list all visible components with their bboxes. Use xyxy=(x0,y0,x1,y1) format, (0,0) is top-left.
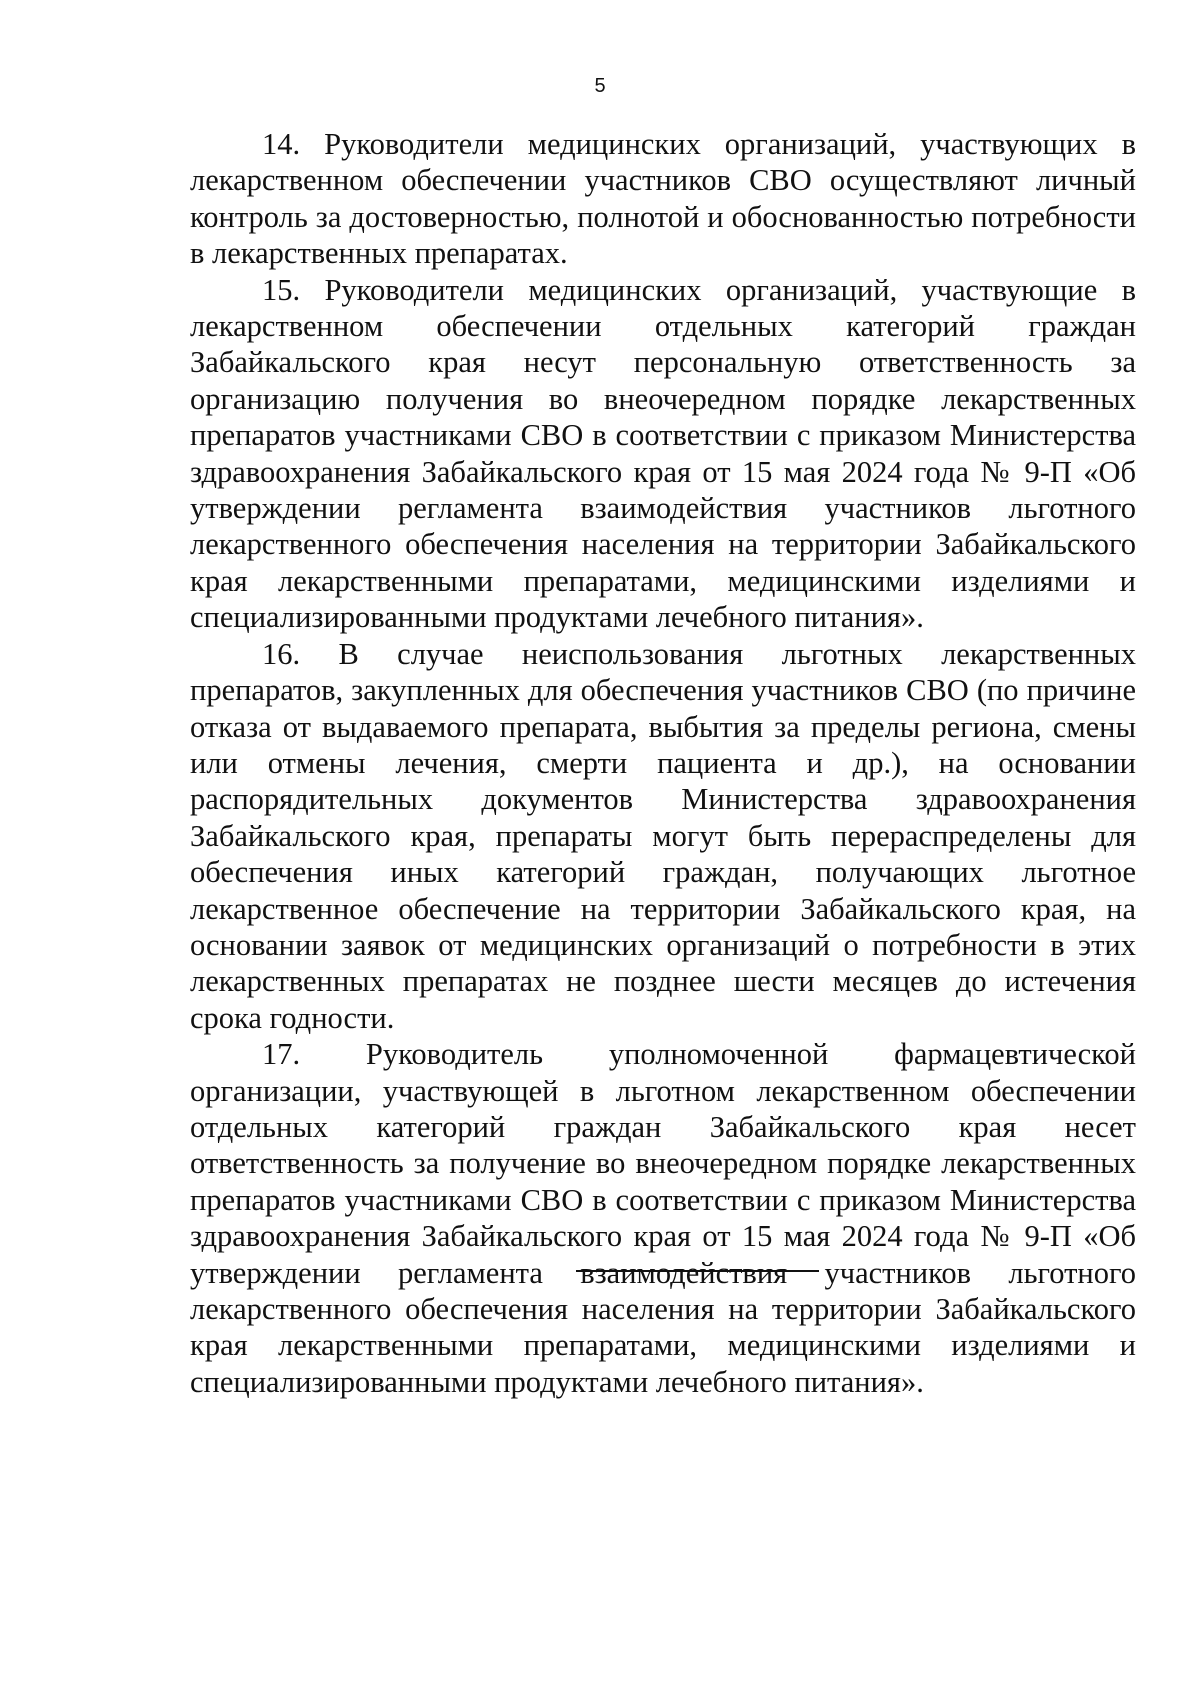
paragraph-15: 15. Руководители медицинских организаций, участвующие в лекарственном обеспечении отдельных категорий граждан Забайкальского края несут персональную ответственность за организацию получения во внеочередном порядке лекарственных препаратов участниками СВО в соответствии с приказом Министерства здравоохранения Забайкальского края от 15 мая 2024 года № 9-П «Об утверждении регламента взаимодействия участников льготного лекарственного обеспечения населения на территории Забайкальского края лекарственными препаратами, медицинскими изделиями и специализированными продуктами лечебного питания». xyxy=(190,272,1136,635)
document-body xyxy=(190,126,1136,1400)
paragraph-14: 14. Руководители медицинских организаций, участвующих в лекарственном обеспечении участников СВО осуществляют личный контроль за достоверностью, полнотой и обоснованностью потребности в лекарственных препаратах. xyxy=(190,127,1136,271)
end-of-document-rule xyxy=(576,1270,819,1272)
paragraph-17: 17. Руководитель уполномоченной фармацевтической организации, участвующей в льготном лекарственном обеспечении отдельных категорий граждан Забайкальского края несет ответственность за получение во внеочередном порядке лекарственных препаратов участниками СВО в соответствии с приказом Министерства здравоохранения Забайкальского края от 15 мая 2024 года № 9-П «Об утверждении регламента взаимодействия участников льготного лекарственного обеспечения населения на территории Забайкальского края лекарственными препаратами, медицинскими изделиями и специализированными продуктами лечебного питания». xyxy=(190,1037,1136,1399)
page-number: 5 xyxy=(594,75,606,97)
paragraph-16: 16. В случае неиспользования льготных лекарственных препаратов, закупленных для обеспечения участников СВО (по причине отказа от выдаваемого препарата, выбытия за пределы региона, смены или отмены лечения, смерти пациента и др.), на основании распорядительных документов Министерства здравоохранения Забайкальского края, препараты могут быть перераспределены для обеспечения иных категорий граждан, получающих льготное лекарственное обеспечение на территории Забайкальского края, на основании заявок от медицинских организаций о потребности в этих лекарственных препаратах не позднее шести месяцев до истечения срока годности. xyxy=(190,636,1136,1035)
